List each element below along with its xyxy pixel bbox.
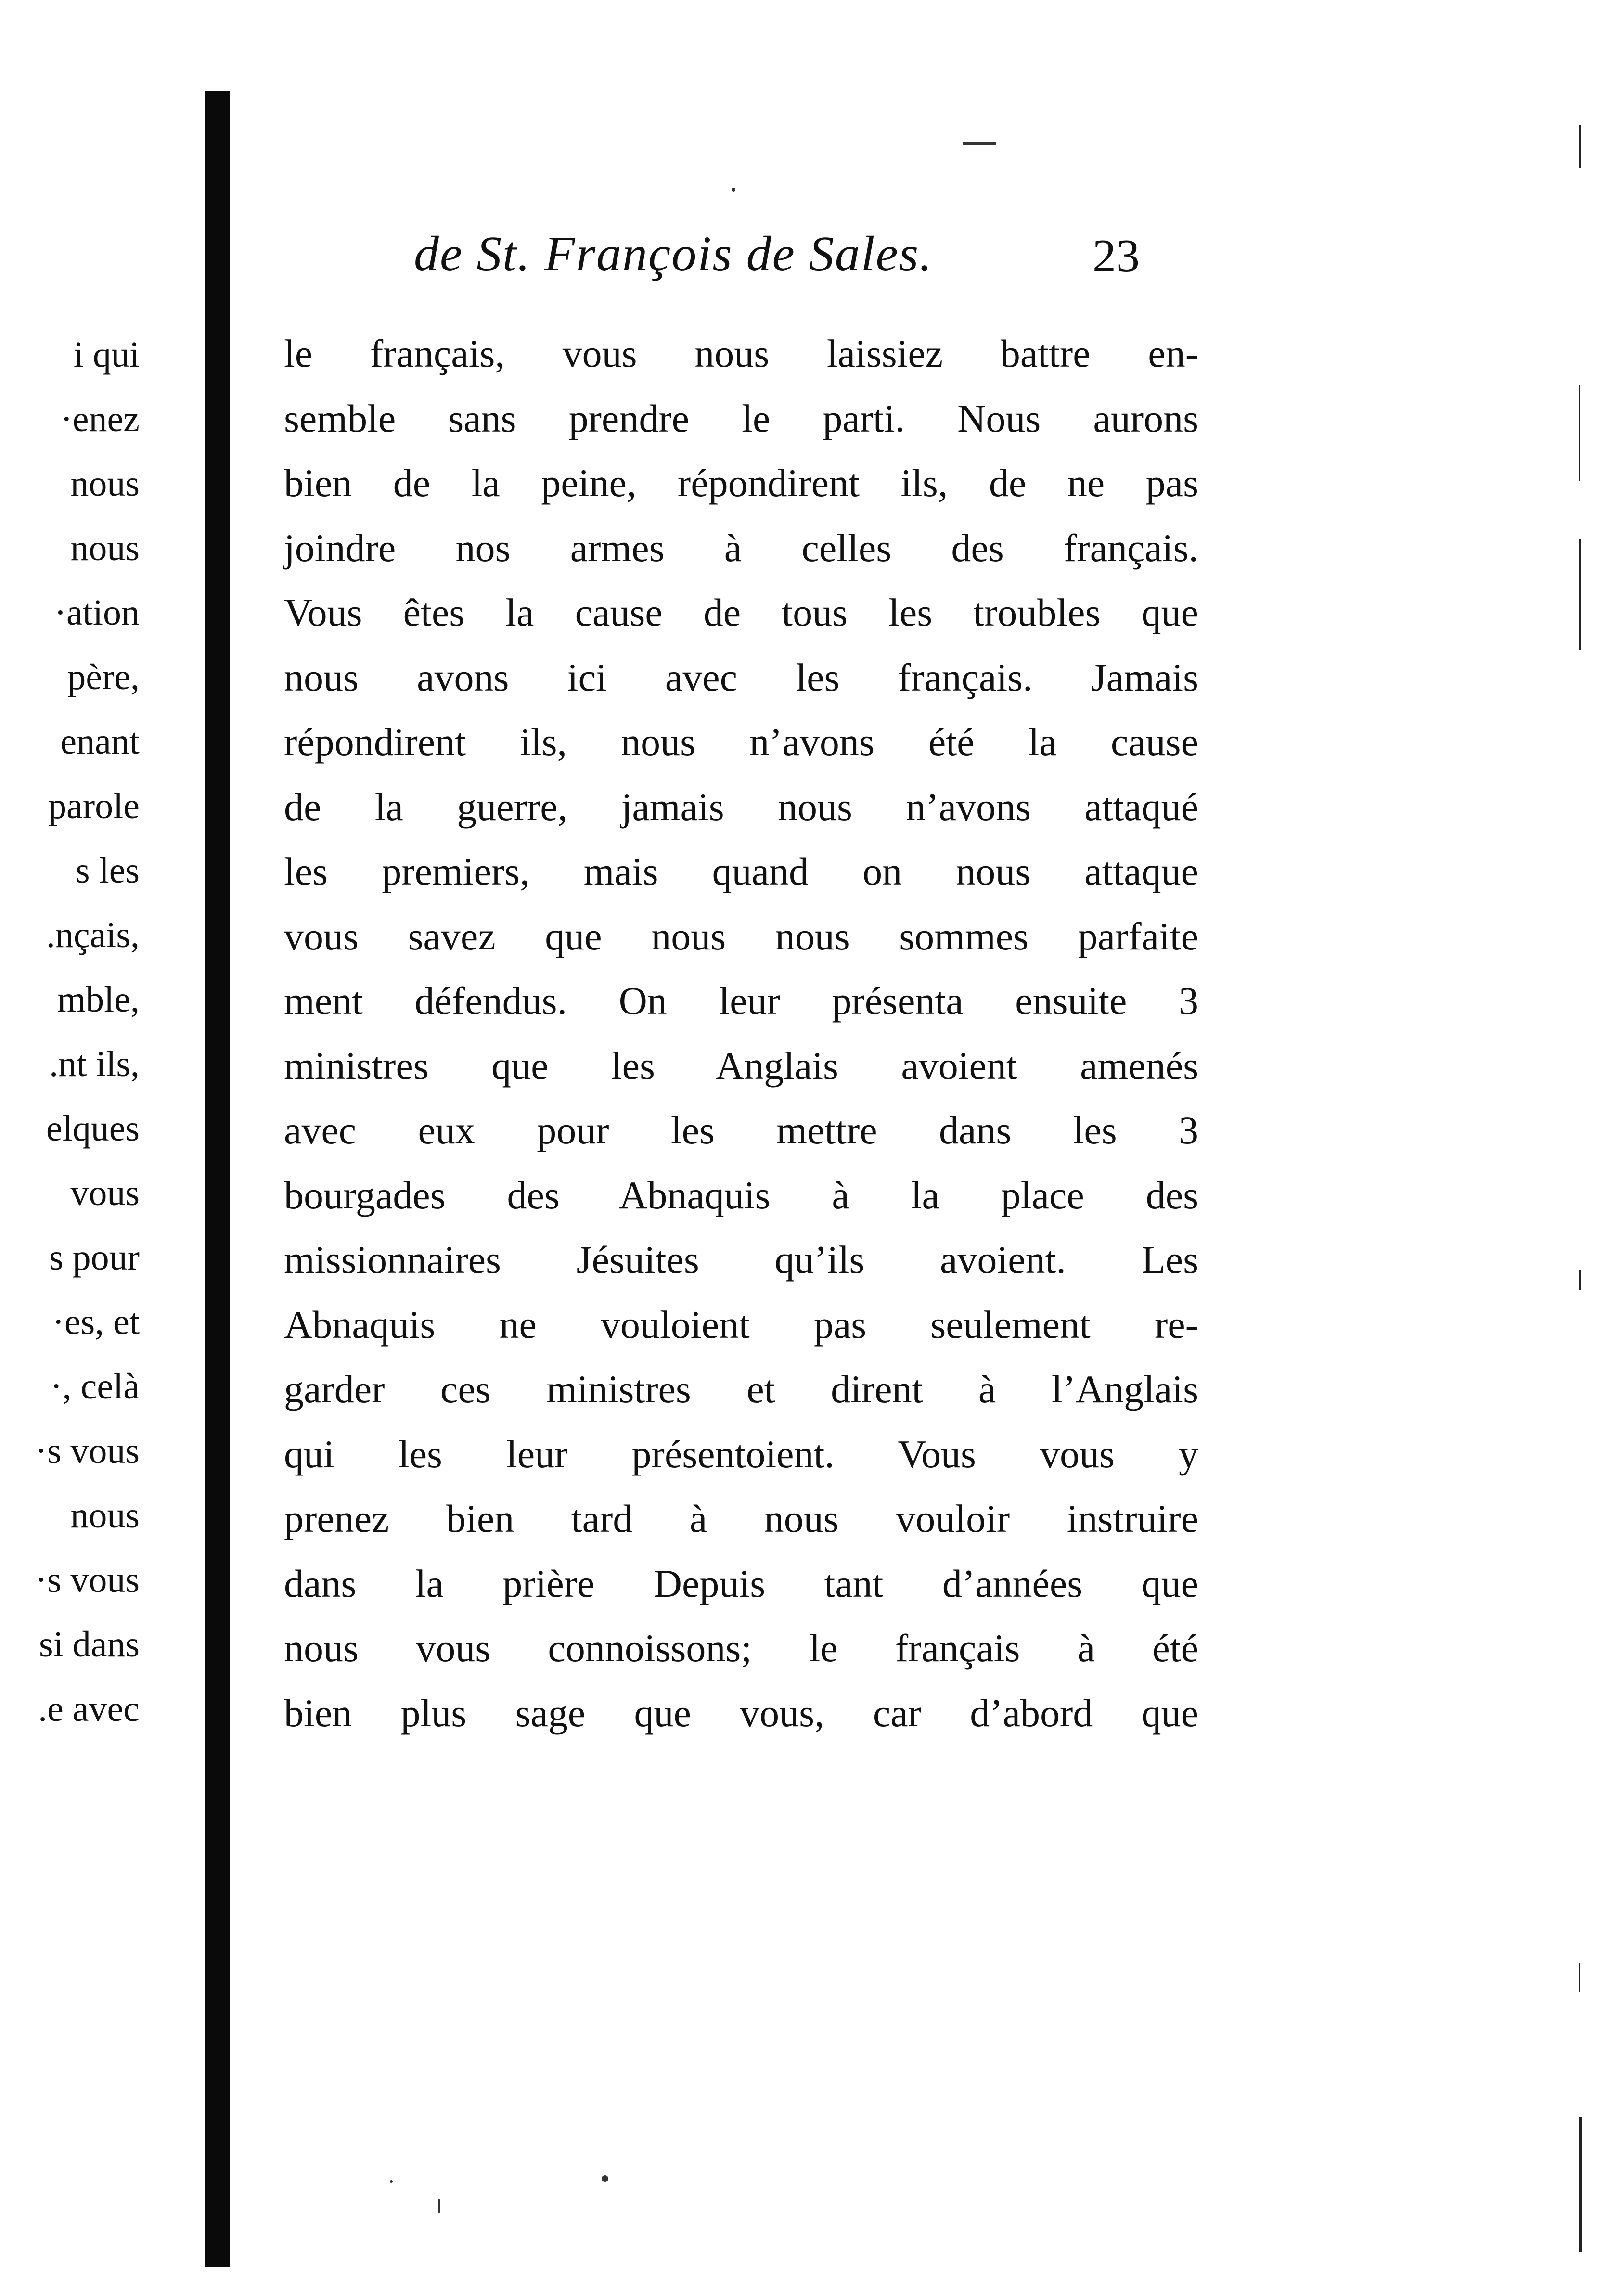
fragment-line: mble, xyxy=(57,979,140,1020)
fragment-line: elques xyxy=(46,1108,140,1149)
fragment-line: ·es, et xyxy=(52,1302,140,1342)
text-line: bien plus sage que vous, car d’abord que xyxy=(284,1691,1198,1735)
fragment-line: ·enez xyxy=(60,399,140,439)
edge-mark xyxy=(1579,2117,1582,2252)
text-line: avec eux pour les mettre dans les 3 xyxy=(284,1108,1198,1152)
facing-page-fragments xyxy=(0,322,140,1741)
edge-mark xyxy=(1579,385,1580,481)
fragment-line: ·s vous xyxy=(35,1560,140,1600)
fragment-line: .e avec xyxy=(38,1689,140,1729)
text-line: bourgades des Abnaquis à la place des xyxy=(284,1173,1198,1217)
edge-mark xyxy=(1579,1963,1580,1992)
text-line: semble sans prendre le parti. Nous aurons xyxy=(284,396,1198,440)
fragment-line: nous xyxy=(70,1495,140,1536)
fragment-line: i qui xyxy=(73,334,140,375)
text-line: joindre nos armes à celles des français. xyxy=(284,526,1198,570)
fragment-line: nous xyxy=(70,528,140,568)
fragment-line: si dans xyxy=(39,1624,140,1665)
fragment-line: parole xyxy=(48,786,140,826)
text-line: les premiers, mais quand on nous attaque xyxy=(284,849,1198,893)
text-line: qui les leur présentoient. Vous vous y xyxy=(284,1432,1198,1476)
text-line: Abnaquis ne vouloient pas seulement re- xyxy=(284,1302,1198,1347)
scan-speck xyxy=(438,2199,440,2213)
fragment-line: s les xyxy=(76,850,140,891)
text-line: vous savez que nous nous sommes parfaite xyxy=(284,914,1198,958)
fragment-line: ·ation xyxy=(54,592,140,633)
text-line: nous avons ici avec les français. Jamais xyxy=(284,655,1198,699)
fragment-line: ·, celà xyxy=(50,1366,140,1407)
fragment-line: .nçais, xyxy=(46,915,140,955)
fragment-line: vous xyxy=(70,1173,140,1213)
scan-speck xyxy=(732,188,735,192)
fragment-line: père, xyxy=(67,657,140,697)
text-line: garder ces ministres et dirent à l’Anglais xyxy=(284,1367,1198,1411)
edge-mark xyxy=(1579,125,1581,168)
edge-mark xyxy=(1579,539,1581,650)
fragment-line: .nt ils, xyxy=(49,1044,140,1084)
text-line: de la guerre, jamais nous n’avons attaqué xyxy=(284,784,1198,829)
text-line: ministres que les Anglais avoient amenés xyxy=(284,1043,1198,1088)
text-line: Vous êtes la cause de tous les troubles que xyxy=(284,590,1198,634)
text-line: bien de la peine, répondirent ils, de ne pas xyxy=(284,461,1198,505)
text-line: répondirent ils, nous n’avons été la cause xyxy=(284,720,1198,764)
fragment-line: s pour xyxy=(49,1237,140,1278)
fragment-line: enant xyxy=(60,721,140,762)
text-line: dans la prière Depuis tant d’années que xyxy=(284,1561,1198,1605)
fragment-line: nous xyxy=(70,463,140,504)
text-line: prenez bien tard à nous vouloir instruire xyxy=(284,1497,1198,1540)
running-header xyxy=(414,225,1184,293)
scan-speck xyxy=(963,142,996,145)
text-line: missionnaires Jésuites qu’ils avoient. Les xyxy=(284,1238,1198,1282)
scan-speck xyxy=(602,2175,608,2182)
scan-speck xyxy=(390,2180,393,2183)
body-text xyxy=(284,321,1198,1745)
edge-mark xyxy=(1579,1270,1581,1290)
fragment-line: ·s vous xyxy=(35,1431,140,1471)
gutter-shadow xyxy=(205,91,230,2267)
text-line: nous vous connoissons; le français à été xyxy=(284,1626,1198,1670)
header-title: de St. François de Sales. xyxy=(414,226,933,282)
scan-edge-marks xyxy=(1579,87,1581,2252)
text-line: ment défendus. On leur présenta ensuite 3 xyxy=(284,979,1198,1023)
text-line: le français, vous nous laissiez battre en- xyxy=(284,332,1198,375)
page-number: 23 xyxy=(1093,230,1140,282)
